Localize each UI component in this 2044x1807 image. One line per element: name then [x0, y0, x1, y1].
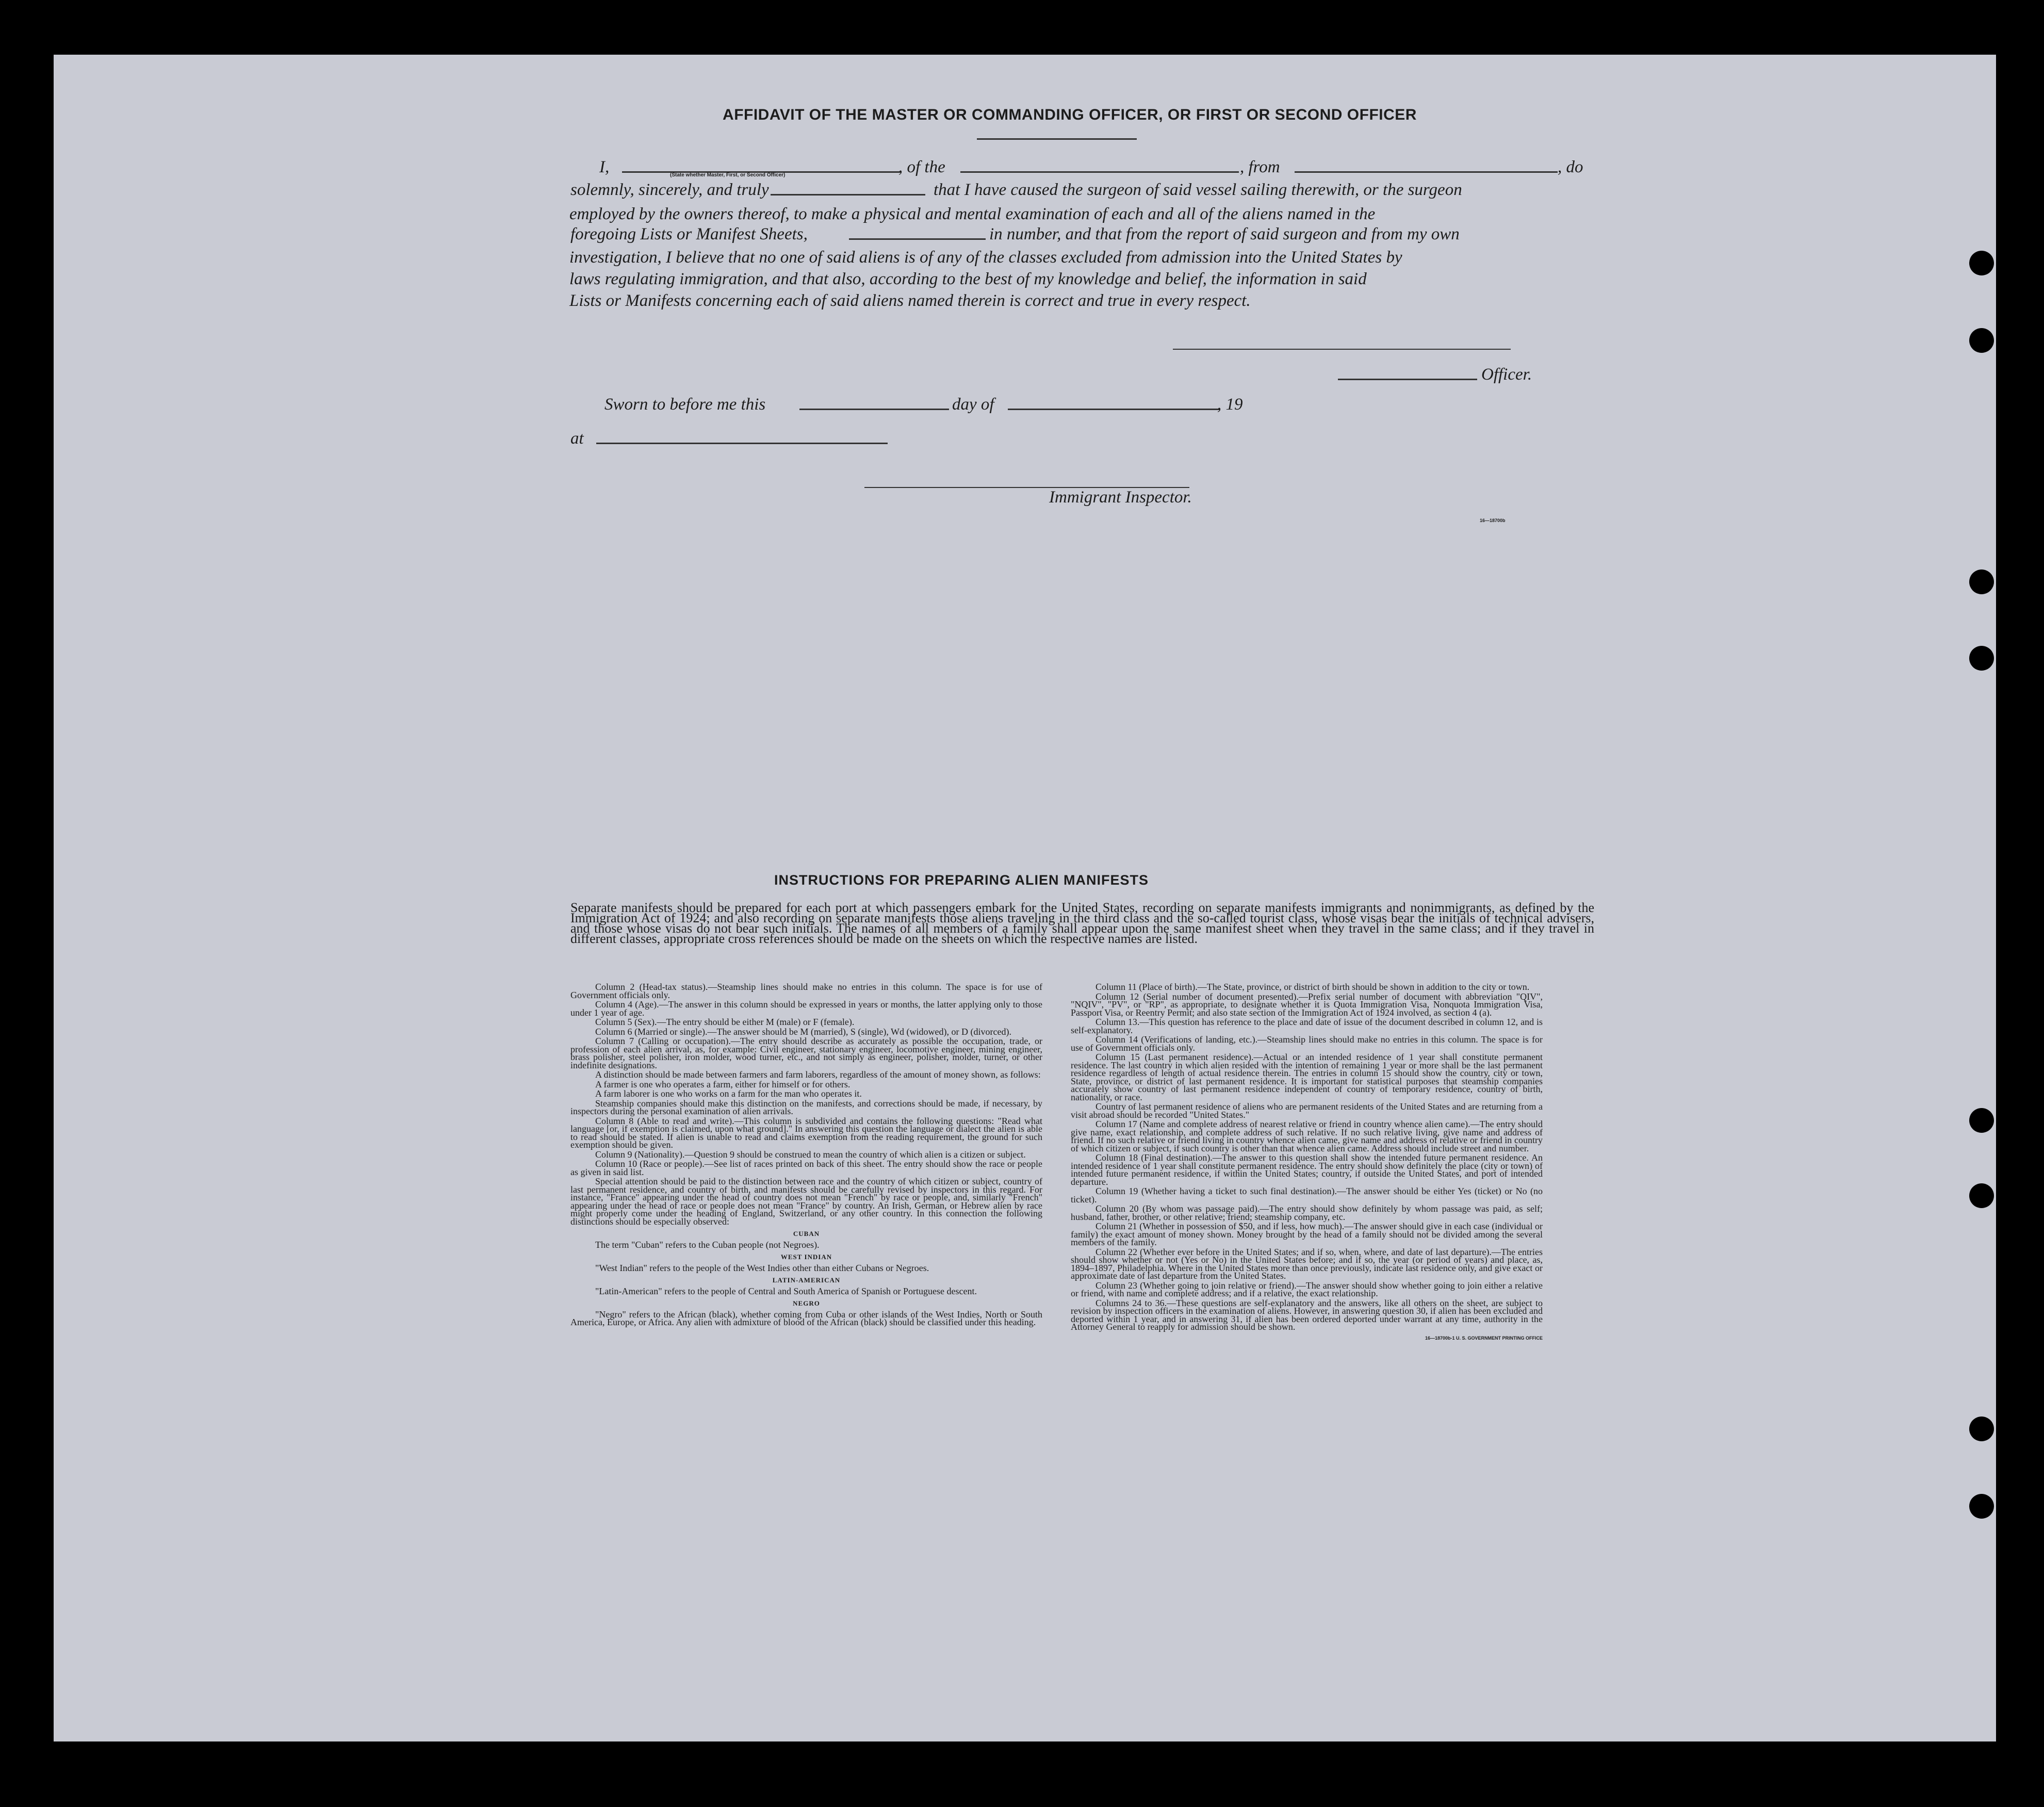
- paragraph: Column 22 (Whether ever before in the United States; and if so, when, where, and date of last departure).—The entries should show whether or not (Yes or No) in the United States before; and if so, the year (or period of years) and place, as, 1894–1897, Philadelphia. Where in the United States more than once previously, indicate last residence only, and give exact or approximate date of last departure from the United States.: [1071, 1246, 1543, 1281]
- paragraph: Column 13.—This question has reference to the place and date of issue of the document described in column 12, and is self-explanatory.: [1071, 1017, 1543, 1035]
- punch-hole: [1969, 1183, 1994, 1208]
- heading-latin-american: LATIN-AMERICAN: [772, 1276, 841, 1284]
- paragraph: Country of last permanent residence of aliens who are permanent residents of the United States and are returning from a visit abroad should be recorded "United States.": [1071, 1101, 1543, 1120]
- from-port-blank[interactable]: [1295, 171, 1558, 173]
- form-code: 16—18700b: [1480, 518, 1506, 523]
- sworn-day-blank[interactable]: [799, 409, 949, 410]
- paragraph: Column 18 (Final destination).—The answer to this question shall show the intended future permanent residence. An intended residence of 1 year shall constitute permanent residence. The entry should show definitely the place (city or town) of intended future permanent residence, if within the United States; country, if outside the United States, and port of intended departure.: [1071, 1152, 1543, 1187]
- affidavit-line2a: solemnly, sincerely, and truly: [570, 181, 769, 199]
- officer-label: Officer.: [1481, 365, 1532, 384]
- year-label: , 19: [1217, 395, 1243, 414]
- heading-negro: NEGRO: [793, 1299, 820, 1307]
- paragraph: Column 12 (Serial number of document presented).—Prefix serial number of document with abbreviation "QIV", "NQIV", "PV", or "RP", as appropriate, to designate whether it is Quota Immigration Visa, Nonquota Immigration Visa, Passport Visa, or Reentry Permit; and also state section of the Immigration Act of 1924 involved, as section 4 (a).: [1071, 991, 1543, 1018]
- paragraph: Column 7 (Calling or occupation).—The entry should describe as accurately as possible the occupation, trade, or profession of each alien arrival, as, for example: Civil engineer, stationary engineer, locomotive engineer, mining engineer, brass polisher, steel polisher, iron molder, wood turner, etc., and not simply as engineer, polisher, molder, turner, or other indefinite designations.: [570, 1036, 1042, 1070]
- paragraph: Column 8 (Able to read and write).—This column is subdivided and contains the following questions: "Read what language [or, if exemption is claimed, upon what ground]." In answering this question the language or dialect the alien is able to read should be stated. If alien is unable to read and claims exemption from the reading requirement, the ground for such exemption should be given.: [570, 1115, 1042, 1150]
- at-label: at: [570, 429, 584, 448]
- paragraph: Column 14 (Verifications of landing, etc.).—Steamship lines should make no entries in this column. The space is for use of Government officials only.: [1071, 1034, 1543, 1053]
- paragraph: Columns 24 to 36.—These questions are self-explanatory and the answers, like all others on the sheet, are subject to revision by inspection officers in the examination of aliens. However, in answering question 30, if alien has been excluded and deported within 1 year, and in answering 31, if alien has been ordered deported under warrant at any time, authority in the Attorney General to reapply for admission should be shown.: [1071, 1297, 1543, 1332]
- sworn-place-blank[interactable]: [596, 443, 888, 444]
- paragraph: Column 2 (Head-tax status).—Steamship lines should make no entries in this column. The space is for use of Government officials only.: [570, 982, 1042, 1000]
- affidavit-from: , from: [1240, 158, 1280, 176]
- sworn-label: Sworn to before me this: [604, 395, 766, 414]
- affidavit-title: AFFIDAVIT OF THE MASTER OR COMMANDING OFFICER, OR FIRST OR SECOND OFFICER: [723, 106, 1417, 123]
- affidavit-line2b: that I have caused the surgeon of said vessel sailing therewith, or the surgeon: [934, 181, 1462, 199]
- paragraph: Column 23 (Whether going to join relative or friend).—The answer should show whether going to join either a relative or friend, with name and complete address; and if a relative, the exact relationship.: [1071, 1280, 1543, 1298]
- affidavit-line5: investigation, I believe that no one of said aliens is of any of the classes excluded from admission into the United States by: [569, 248, 1402, 267]
- punch-hole: [1969, 1417, 1994, 1441]
- paragraph: "Latin-American" refers to the people of Central and South America of Spanish or Portuguese descent.: [595, 1285, 977, 1296]
- paragraph: Column 20 (By whom was passage paid).—The entry should show definitely by whom passage was paid, as self; husband, father, brother, or other relative; friend; steamship company, etc.: [1071, 1203, 1543, 1222]
- signature-line[interactable]: [1173, 349, 1511, 350]
- inspector-label: Immigrant Inspector.: [1049, 488, 1192, 507]
- sworn-month-blank[interactable]: [1008, 409, 1219, 410]
- footer-code-wrap: [1071, 1333, 1543, 1343]
- vessel-name-blank[interactable]: [960, 171, 1239, 173]
- punch-hole: [1969, 328, 1994, 353]
- punch-hole: [1969, 646, 1994, 671]
- paragraph: Column 15 (Last permanent residence).—Actual or an intended residence of 1 year shall constitute permanent residence. The last country in which alien resided with the intention of remaining 1 year or more shall be the last permanent residence regardless of length of actual residence therein. The entries in column 15 should show the country, city or town, State, province, or district of last permanent residence. It is important for statistical purposes that steamship companies accurately show country of last permanent residence independent of country of temporary residence, country of birth, nationality, or race.: [1071, 1052, 1543, 1102]
- paragraph: The term "Cuban" refers to the Cuban people (not Negroes).: [595, 1239, 820, 1250]
- paragraph: Column 17 (Name and complete address of nearest relative or friend in country whence alien came).—The entry should give name, exact relationship, and complete address of such relative. If no such relative living, give name and address of friend. If no such relative or friend living in country whence alien came, give name and address of relative or friend in country of which citizen or subject, if such country is other than that whence alien came. Address should include street and number.: [1071, 1119, 1543, 1153]
- paragraph: Steamship companies should make this distinction on the manifests, and corrections should be made, if necessary, by inspectors during the personal examination of alien arrivals.: [570, 1098, 1042, 1116]
- heading-cuban: CUBAN: [793, 1230, 820, 1238]
- rank-blank[interactable]: [771, 194, 925, 196]
- paragraph: Column 10 (Race or people).—See list of races printed on back of this sheet. The entry should show the race or people as given in said list.: [570, 1159, 1042, 1177]
- instructions-intro: Separate manifests should be prepared for each port at which passengers embark for the United States, recording on separate manifests immigrants and nonimmigrants, as defined by the Immigration Act of 1924; and also recording on separate manifests those aliens traveling in the third class and the so-called tourist class, whose visas bear the initials of technical advisers, and those whose visas do not bear such initials. The names of all members of a family shall appear upon the same manifest sheet when they travel in the same class; and if they travel in different classes, appropriate cross references should be made on the sheets on which the respective names are listed.: [570, 900, 1594, 946]
- paragraph: A distinction should be made between farmers and farm laborers, regardless of the amount of money shown, as follows:: [595, 1069, 1041, 1080]
- affidavit-line7: Lists or Manifests concerning each of said aliens named therein is correct and true in every respect.: [569, 291, 1251, 310]
- paragraph: "West Indian" refers to the people of the West Indies other than either Cubans or Negroes.: [595, 1262, 929, 1273]
- punch-hole: [1969, 1494, 1994, 1519]
- punch-hole: [1969, 1108, 1994, 1133]
- affidavit-of-the: , of the: [898, 158, 945, 176]
- officer-title-blank[interactable]: [1338, 379, 1477, 380]
- title-underline: [977, 138, 1137, 140]
- affidavit-line4a: foregoing Lists or Manifest Sheets,: [570, 225, 808, 243]
- punch-hole: [1969, 251, 1994, 275]
- paragraph: Column 11 (Place of birth).—The State, province, or district of birth should be shown in addition to the city or town.: [1095, 982, 1530, 992]
- day-of-label: day of: [952, 395, 994, 414]
- document-sheet: [54, 55, 1996, 1741]
- affidavit-do: , do: [1558, 158, 1583, 176]
- instructions-left-column: [570, 983, 1042, 1328]
- paragraph: Column 9 (Nationality).—Question 9 should be construed to mean the country of which alien is a citizen or subject.: [595, 1149, 1026, 1160]
- affidavit-line4b: in number, and that from the report of said surgeon and from my own: [989, 225, 1460, 243]
- punch-hole: [1969, 569, 1994, 594]
- paragraph: Special attention should be paid to the distinction between race and the country of which citizen or subject, country of last permanent residence, and country of birth, and manifests should be carefully revised by inspectors in this regard. For instance, "France" appearing under the head of country does not mean "French" by race or people, and, similarly "French" appearing under the head of race or people does not mean "France" by country. An Irish, German, or Hebrew alien by race might properly come under the heading of England, Switzerland, or any other country. In this connection the following distinctions should be especially observed:: [570, 1176, 1042, 1227]
- paragraph: A farm laborer is one who works on a farm for the man who operates it.: [595, 1088, 862, 1099]
- paragraph: Column 19 (Whether having a ticket to such final destination).—The answer should be either Yes (ticket) or No (no ticket).: [1071, 1186, 1543, 1204]
- footer-code: 16—18700b-1 U. S. GOVERNMENT PRINTING OFFICE: [1425, 1335, 1543, 1341]
- paragraph: Column 21 (Whether in possession of $50, and if less, how much).—The answer should give in each case (individual or family) the exact amount of money shown. Money brought by the head of a family should not be divided among the several members of the family.: [1071, 1221, 1543, 1247]
- instructions-right-column: [1071, 983, 1543, 1342]
- instructions-title: INSTRUCTIONS FOR PREPARING ALIEN MANIFESTS: [774, 872, 1149, 888]
- affidavit-line6: laws regulating immigration, and that also, according to the best of my knowledge and belief, the information in said: [569, 270, 1367, 288]
- paragraph: Column 6 (Married or single).—The answer should be M (married), S (single), Wd (widowed), or D (divorced).: [595, 1026, 1011, 1037]
- number-blank[interactable]: [849, 238, 986, 240]
- paragraph: Column 4 (Age).—The answer in this column should be expressed in years or months, the latter applying only to those under 1 year of age.: [570, 999, 1042, 1018]
- heading-west-indian: WEST INDIAN: [780, 1253, 832, 1261]
- officer-rank-note: (State whether Master, First, or Second Officer): [670, 172, 786, 178]
- affidavit-line3: employed by the owners thereof, to make a physical and mental examination of each and all of the aliens named in the: [569, 205, 1376, 223]
- paragraph: "Negro" refers to the African (black), whether coming from Cuba or other islands of the West Indies, North or South America, Europe, or Africa. Any alien with admixture of blood of the African (black) should be classified under this heading.: [570, 1309, 1042, 1327]
- paragraph: Column 5 (Sex).—The entry should be either M (male) or F (female).: [595, 1017, 855, 1027]
- affidavit-i: I,: [599, 158, 610, 176]
- paragraph: A farmer is one who operates a farm, either for himself or for others.: [595, 1079, 851, 1089]
